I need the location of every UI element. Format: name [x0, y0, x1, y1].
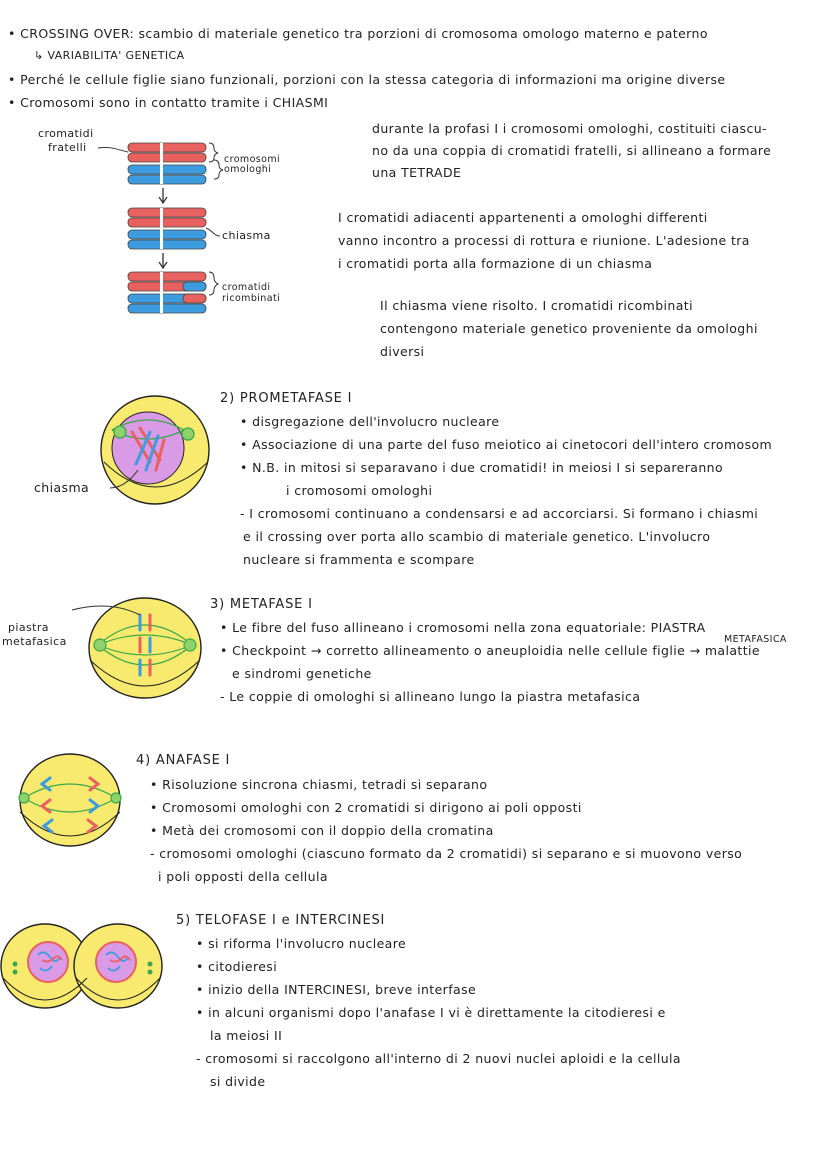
anaphase-line-4: - cromosomi omologhi (ciascuno formato da 2 cromatidi) si separano e si muovono verso: [150, 846, 743, 861]
anaphase-cell: [19, 754, 121, 846]
metaphase-line-3: e sindromi genetiche: [232, 666, 372, 681]
recombined-segment-blue: [183, 282, 206, 291]
telophase-cells: [1, 924, 162, 1008]
telophase-line-1: • si riforma l'involucro nucleare: [196, 936, 407, 951]
metaphase-cell: [89, 598, 201, 698]
prophase-text-2: no da una coppia di cromatidi fratelli, si allineano a formare: [372, 143, 772, 158]
breakage-text-3: i cromatidi porta alla formazione di un chiasma: [338, 256, 653, 271]
resolution-text-3: diversi: [380, 344, 425, 359]
anaphase-line-2: • Cromosomi omologhi con 2 cromatidi si dirigono ai poli opposti: [150, 800, 582, 815]
resolution-text-1: Il chiasma viene risolto. I cromatidi ricombinati: [380, 298, 693, 313]
label-metaphase-plate: piastra: [8, 621, 49, 634]
prometaphase-line-2: • Associazione di una parte del fuso meiotico ai cinetocori dell'intero cromosom: [240, 437, 773, 452]
label-chiasma-prometaphase: chiasma: [34, 480, 90, 495]
crossing-over-diagram: [0, 0, 828, 320]
chromatid-blue-2: [128, 175, 206, 184]
metaphase-line-2: • Checkpoint → corretto allineamento o aneuploidia nelle cellule figlie → malattie: [220, 643, 760, 658]
prometaphase-line-4: i cromosomi omologhi: [286, 483, 433, 498]
label-recombined: cromatidi: [222, 282, 271, 293]
metaphase-line-1b: METAFASICA: [724, 634, 787, 645]
chromatid-red-1: [128, 143, 206, 152]
label-homologs: cromosomi: [224, 154, 281, 165]
prophase-text-1: durante la profasi I i cromosomi omologhi, costituiti ciascu-: [372, 121, 767, 136]
anaphase-line-1: • Risoluzione sincrona chiasmi, tetradi si separano: [150, 777, 488, 792]
label-chiasma-diagram: chiasma: [222, 229, 271, 242]
chromatid-blue-1: [128, 165, 206, 174]
telophase-line-6: - cromosomi si raccolgono all'interno di 2 nuovi nuclei aploidi e la cellula: [196, 1051, 681, 1066]
label-sister-chromatids: cromatidi: [38, 127, 94, 140]
breakage-text-2: vanno incontro a processi di rottura e riunione. L'adesione tra: [338, 233, 750, 248]
label-recombined-2: ricombinati: [222, 293, 281, 304]
recombined-segment-red: [183, 294, 206, 303]
prometaphase-line-7: nucleare si frammenta e scompare: [243, 552, 475, 567]
label-homologs-2: omologhi: [224, 164, 272, 175]
prometaphase-line-5: - I cromosomi continuano a condensarsi e ad accorciarsi. Si formano i chiasmi: [240, 506, 759, 521]
metaphase-line-1: • Le fibre del fuso allineano i cromosomi nella zona equatoriale: PIASTRA: [220, 620, 706, 635]
breakage-text-1: I cromatidi adiacenti appartenenti a omologhi differenti: [338, 210, 708, 225]
telophase-line-2: • citodieresi: [196, 959, 278, 974]
prophase-text-3: una TETRADE: [372, 165, 462, 180]
chiasmi-note: • Cromosomi sono in contatto tramite i CHIASMI: [8, 95, 329, 110]
anaphase-title: 4) ANAFASE I: [136, 753, 231, 768]
functional-cells-note: • Perché le cellule figlie siano funzionali, porzioni con la stessa categoria di informazioni ma origine diverse: [8, 72, 726, 87]
metaphase-title: 3) METAFASE I: [210, 597, 313, 612]
metaphase-line-4: - Le coppie di omologhi si allineano lungo la piastra metafasica: [220, 689, 641, 704]
anaphase-line-5: i poli opposti della cellula: [158, 869, 328, 884]
telophase-line-5: la meiosi II: [210, 1028, 283, 1043]
telophase-line-4: • in alcuni organismi dopo l'anafase I vi è direttamente la citodieresi e: [196, 1005, 666, 1020]
resolution-text-2: contengono materiale genetico proveniente da omologhi: [380, 321, 758, 336]
telophase-title: 5) TELOFASE I e INTERCINESI: [176, 913, 386, 928]
genetic-variability: ↳ VARIABILITA' GENETICA: [34, 49, 185, 62]
prometaphase-line-3: • N.B. in mitosi si separavano i due cromatidi! in meiosi I si separeranno: [240, 460, 724, 475]
crossing-over-definition: • CROSSING OVER: scambio di materiale genetico tra porzioni di cromosoma omologo materno e paterno: [8, 26, 708, 41]
chromatid-red-2: [128, 153, 206, 162]
label-metaphase-plate-2: metafasica: [2, 635, 67, 648]
telophase-line-7: si divide: [210, 1074, 266, 1089]
prometaphase-line-1: • disgregazione dell'involucro nucleare: [240, 414, 500, 429]
prometaphase-line-6: e il crossing over porta allo scambio di materiale genetico. L'involucro: [243, 529, 711, 544]
telophase-line-3: • inizio della INTERCINESI, breve interfase: [196, 982, 477, 997]
prometaphase-title: 2) PROMETAFASE I: [220, 391, 353, 406]
prometaphase-cell: [101, 396, 209, 504]
anaphase-line-3: • Metà dei cromosomi con il doppio della cromatina: [150, 823, 494, 838]
label-sister-chromatids-2: fratelli: [48, 141, 87, 154]
